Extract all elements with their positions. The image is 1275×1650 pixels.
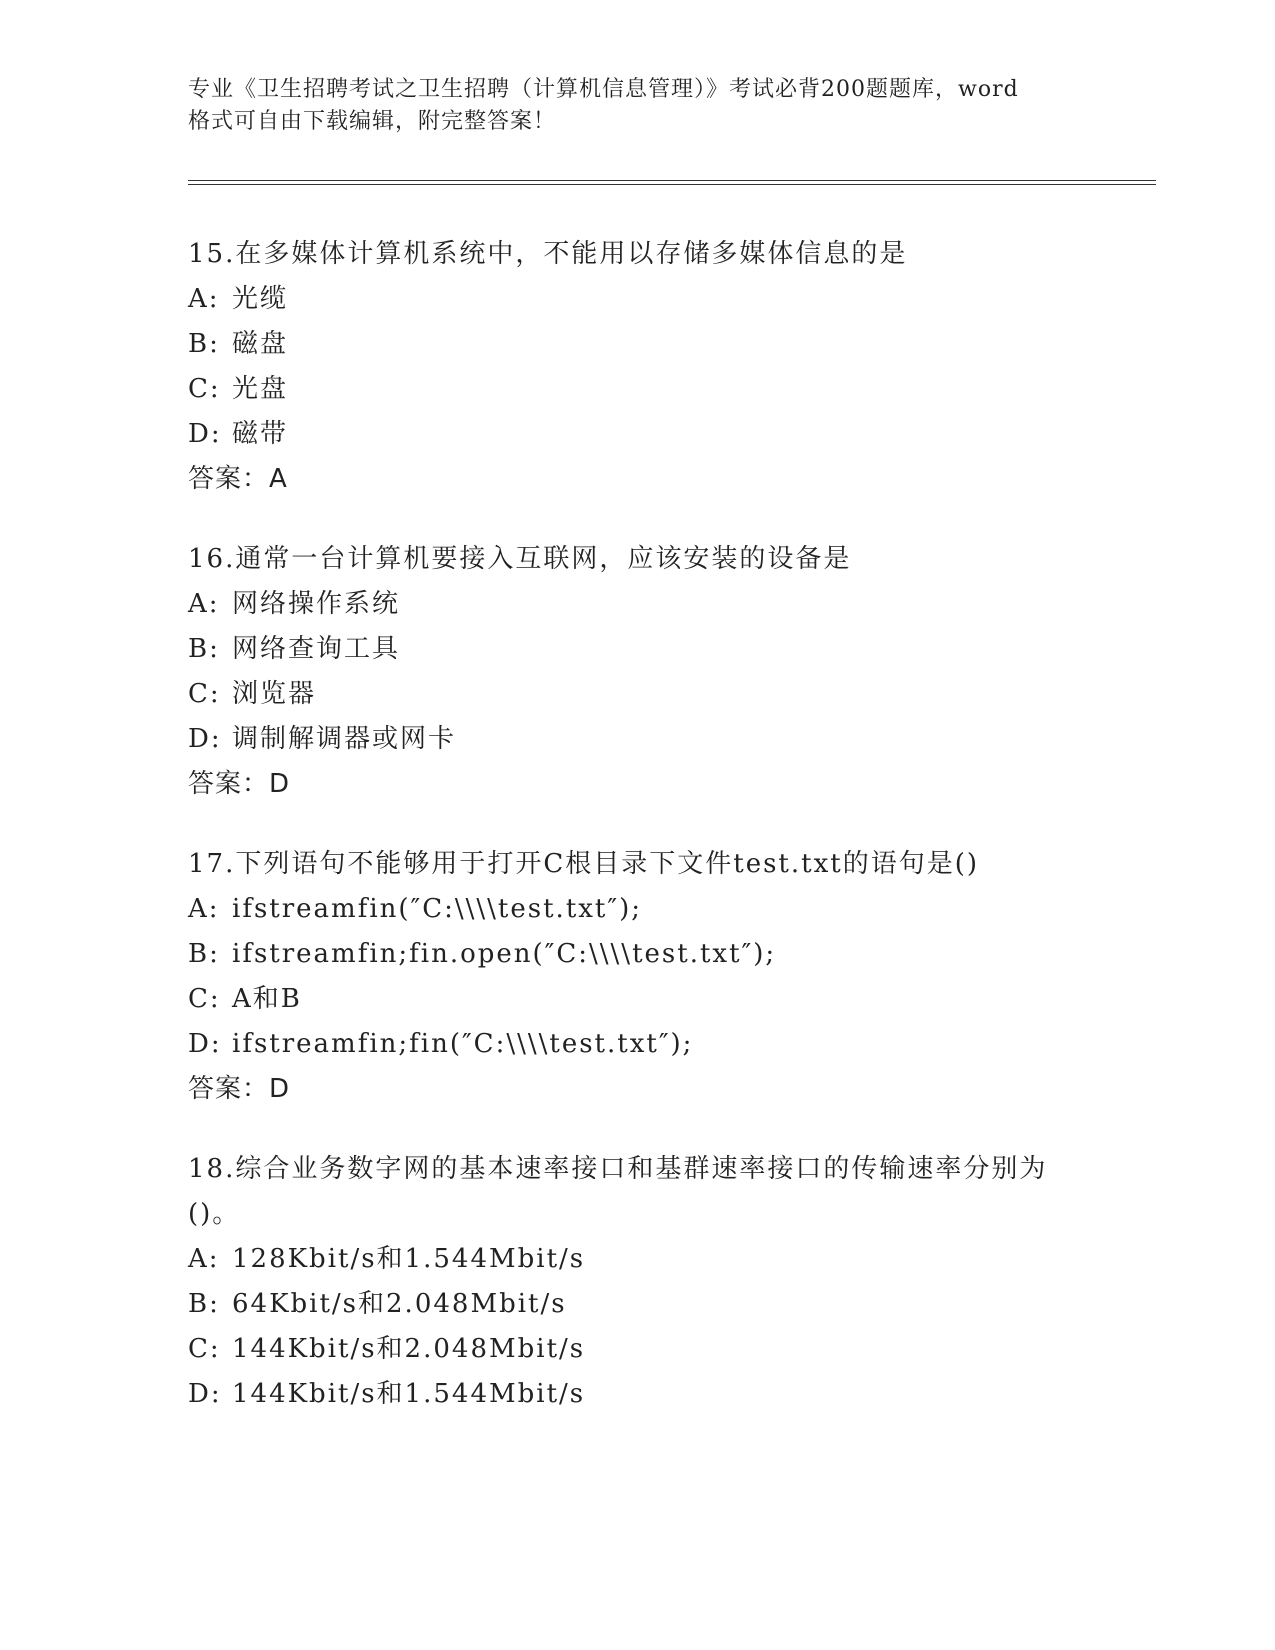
answer-label: 答案：A [188, 464, 288, 494]
option-b [188, 627, 1088, 672]
option-d [188, 1372, 1088, 1417]
option-text: 128Kbit/s和1.544Mbit/s [232, 1244, 586, 1274]
option-text: 144Kbit/s和2.048Mbit/s [232, 1334, 586, 1364]
document-header [188, 74, 1088, 138]
question-title-line-2: ()。 [188, 1199, 241, 1229]
option-letter: D: [188, 724, 222, 754]
option-text: 光盘 [232, 374, 289, 404]
option-text: 磁盘 [232, 329, 289, 359]
question-title [188, 1147, 1088, 1237]
question-title-line-1: 18.综合业务数字网的基本速率接口和基群速率接口的传输速率分别为 [188, 1154, 1048, 1184]
question-title: 15.在多媒体计算机系统中，不能用以存储多媒体信息的是 [188, 239, 908, 269]
question-17 [188, 842, 1088, 1112]
option-a [188, 582, 1088, 627]
option-letter: C: [188, 984, 221, 1014]
option-d [188, 412, 1088, 457]
option-text: 磁带 [232, 419, 289, 449]
option-d [188, 717, 1088, 762]
option-c [188, 672, 1088, 717]
option-letter: C: [188, 374, 221, 404]
option-a [188, 1237, 1088, 1282]
header-line-1: 专业《卫生招聘考试之卫生招聘（计算机信息管理）》考试必背200题题库，word [188, 77, 1019, 102]
option-letter: B: [188, 634, 220, 664]
option-text: 网络查询工具 [232, 634, 401, 664]
question-title: 17.下列语句不能够用于打开C根目录下文件test.txt的语句是() [188, 849, 979, 879]
option-text: A和B [232, 984, 302, 1014]
option-text: 64Kbit/s和2.048Mbit/s [232, 1289, 567, 1319]
option-text: 光缆 [232, 284, 289, 314]
option-text: 144Kbit/s和1.544Mbit/s [232, 1379, 586, 1409]
option-text: 网络操作系统 [232, 589, 401, 619]
question-15 [188, 232, 1088, 502]
option-letter: D: [188, 419, 222, 449]
option-c [188, 367, 1088, 412]
header-line-2: 格式可自由下载编辑，附完整答案！ [188, 109, 557, 134]
option-letter: C: [188, 679, 221, 709]
option-b [188, 932, 1088, 977]
option-c [188, 1327, 1088, 1372]
option-text: 调制解调器或网卡 [232, 724, 457, 754]
option-text: ifstreamfin(″C:\\\\test.txt″); [232, 894, 642, 924]
header-divider-bottom [188, 184, 1156, 185]
option-letter: D: [188, 1379, 222, 1409]
option-b [188, 322, 1088, 367]
option-letter: A: [188, 1244, 220, 1274]
option-a [188, 277, 1088, 322]
option-c [188, 977, 1088, 1022]
option-letter: B: [188, 939, 220, 969]
question-title: 16.通常一台计算机要接入互联网，应该安装的设备是 [188, 544, 852, 574]
answer-label: 答案：D [188, 1074, 291, 1104]
answer-label: 答案：D [188, 769, 291, 799]
option-letter: A: [188, 894, 220, 924]
option-d [188, 1022, 1088, 1067]
question-18 [188, 1147, 1088, 1417]
option-letter: A: [188, 589, 220, 619]
option-letter: B: [188, 329, 220, 359]
option-text: ifstreamfin;fin(″C:\\\\test.txt″); [232, 1029, 694, 1059]
option-letter: A: [188, 284, 220, 314]
option-text: 浏览器 [232, 679, 317, 709]
header-divider-top [188, 180, 1156, 181]
option-letter: B: [188, 1289, 220, 1319]
question-16 [188, 537, 1088, 807]
question-list [188, 232, 1088, 1452]
option-letter: D: [188, 1029, 222, 1059]
option-b [188, 1282, 1088, 1327]
option-a [188, 887, 1088, 932]
option-text: ifstreamfin;fin.open(″C:\\\\test.txt″); [232, 939, 777, 969]
option-letter: C: [188, 1334, 221, 1364]
